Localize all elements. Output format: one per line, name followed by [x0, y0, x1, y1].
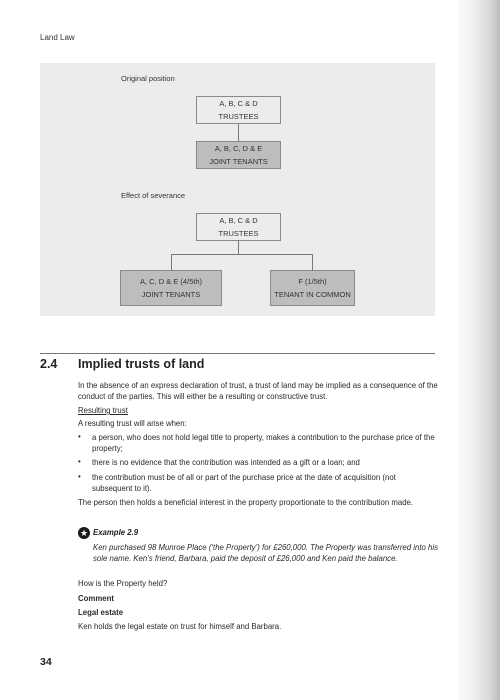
- original-trustees-box: [196, 96, 281, 124]
- severance-trustees-names: A, B, C & D: [219, 216, 258, 225]
- intro-paragraph: In the absence of an express declaration of trust, a trust of land may be implied as a consequence of the conduct of the parties. This will either be a resulting or constructive trust.: [78, 381, 438, 401]
- original-joint-names: A, B, C, D & E: [214, 144, 263, 153]
- bullet-3-text: the contribution must be of all or part of the purchase price at the date of acquisition (not subsequent to it).: [92, 473, 396, 493]
- example-title: Example 2.9: [93, 528, 139, 537]
- original-trustees-names: A, B, C & D: [219, 99, 258, 108]
- page-number: 34: [40, 656, 52, 668]
- tenant-in-common-box: [270, 270, 355, 306]
- original-position-caption: Original position: [121, 74, 175, 83]
- severance-stem-connector: [238, 241, 239, 254]
- resulting-trust-lead: A resulting trust will arise when:: [78, 419, 187, 428]
- section-title: Implied trusts of land: [78, 357, 205, 371]
- severance-diagram: [40, 63, 435, 316]
- legal-estate-text: Ken holds the legal estate on trust for himself and Barbara.: [78, 622, 282, 631]
- original-joint-tenants-box: [196, 141, 281, 169]
- severance-joint-tenants-box: [120, 270, 222, 306]
- bullet-3-marker: •: [78, 472, 81, 481]
- bullet-2-text: there is no evidence that the contribution was intended as a gift or a loan; and: [92, 458, 360, 467]
- severance-joint-label: JOINT TENANTS: [141, 290, 201, 299]
- original-connector: [238, 124, 239, 141]
- severance-left-drop-connector: [171, 254, 172, 270]
- bullet-1-text: a person, who does not hold legal title to property, makes a contribution to the purchase price of the property;: [92, 433, 435, 453]
- original-joint-label: JOINT TENANTS: [209, 157, 268, 166]
- conclusion-paragraph: The person then holds a beneficial interest in the property proportionate to the contribution made.: [78, 498, 414, 507]
- tenant-in-common-name: F (1/5th): [298, 277, 327, 286]
- bullet-1-marker: •: [78, 432, 81, 441]
- severance-right-drop-connector: [312, 254, 313, 270]
- running-header: Land Law: [40, 33, 75, 42]
- bullet-2-marker: •: [78, 457, 81, 466]
- section-number: 2.4: [40, 357, 58, 371]
- star-icon: ★: [79, 528, 89, 538]
- question-text: How is the Property held?: [78, 579, 168, 588]
- severance-trustees-label: TRUSTEES: [218, 229, 259, 238]
- severance-joint-names: A, C, D & E (4/5th): [139, 277, 203, 286]
- severance-caption: Effect of severance: [121, 191, 186, 200]
- legal-estate-heading: Legal estate: [78, 608, 124, 617]
- page-edge-shadow: [458, 0, 500, 700]
- severance-trustees-box: [196, 213, 281, 241]
- original-trustees-label: TRUSTEES: [218, 112, 259, 121]
- tenant-in-common-label: TENANT IN COMMON: [274, 290, 351, 299]
- resulting-trust-subheading: Resulting trust: [78, 406, 128, 415]
- section-divider: [40, 353, 435, 354]
- comment-heading: Comment: [78, 594, 114, 603]
- severance-branch-connector: [171, 254, 313, 255]
- example-text: Ken purchased 98 Munroe Place (‘the Property’) for £260,000. The Property was transferred into his sole name. Ken’s friend, Barbara, paid the deposit of £26,000 and Ken paid the balance.: [93, 543, 438, 563]
